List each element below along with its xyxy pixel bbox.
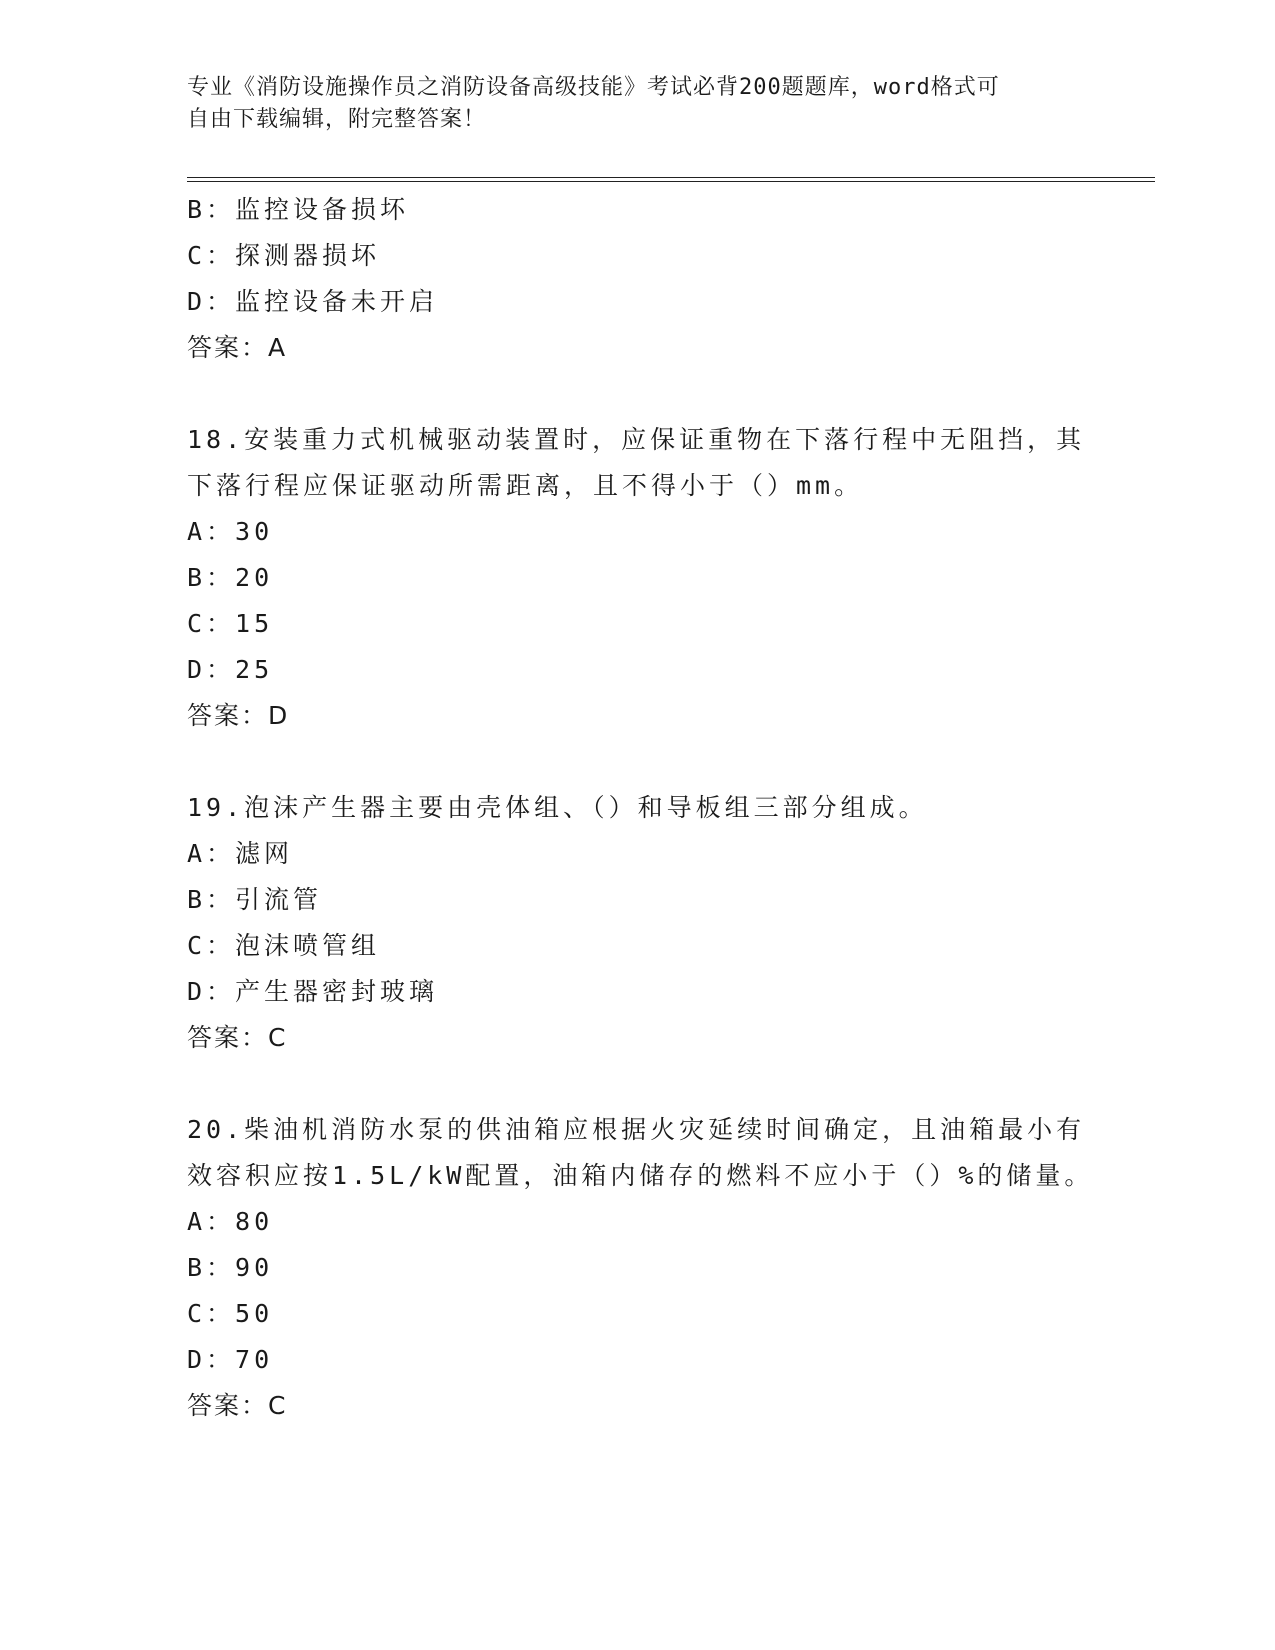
option-b: B：监控设备损坏 — [187, 195, 410, 224]
option-b: B：引流管 — [187, 885, 323, 914]
option-c: C：泡沫喷管组 — [187, 931, 381, 960]
question-list — [187, 187, 1094, 1475]
prev-question — [187, 187, 1087, 371]
answer-label: 答案： — [187, 1391, 269, 1420]
option-a: A：80 — [187, 1207, 274, 1236]
option-c: C：探测器损坏 — [187, 241, 381, 270]
option-d: D：25 — [187, 655, 274, 684]
question-19 — [187, 785, 1087, 1061]
option-b: B：20 — [187, 563, 274, 592]
option-d: D：70 — [187, 1345, 274, 1374]
answer-value: D — [268, 701, 290, 730]
question-text-line-1: 20.柴油机消防水泵的供油箱应根据火灾延续时间确定，且油箱最小有 — [187, 1115, 1086, 1144]
answer-line — [187, 325, 1087, 371]
option-d: D：监控设备未开启 — [187, 287, 439, 316]
answer-value: A — [268, 333, 288, 362]
answer-label: 答案： — [187, 1023, 269, 1052]
header-line-1: 专业《消防设施操作员之消防设备高级技能》考试必背200题题库，word格式可 — [187, 75, 1000, 100]
option-d: D：产生器密封玻璃 — [187, 977, 439, 1006]
answer-line — [187, 693, 1087, 739]
header-divider — [187, 177, 1155, 182]
answer-line — [187, 1383, 1087, 1429]
question-text-line-1: 18.安装重力式机械驱动装置时，应保证重物在下落行程中无阻挡，其 — [187, 425, 1086, 454]
answer-value: C — [268, 1023, 288, 1052]
option-c: C：50 — [187, 1299, 274, 1328]
header-line-2: 自由下载编辑，附完整答案！ — [187, 107, 487, 132]
question-20 — [187, 1107, 1094, 1429]
answer-value: C — [268, 1391, 288, 1420]
option-c: C：15 — [187, 609, 274, 638]
answer-line — [187, 1015, 1087, 1061]
question-text-line-2: 效容积应按1.5L/kW配置，油箱内储存的燃料不应小于（）%的储量。 — [187, 1161, 1094, 1190]
option-a: A：滤网 — [187, 839, 294, 868]
option-a: A：30 — [187, 517, 274, 546]
question-text-line-2: 下落行程应保证驱动所需距离，且不得小于（）mm。 — [187, 471, 864, 500]
question-18 — [187, 417, 1087, 739]
answer-label: 答案： — [187, 701, 269, 730]
document-header — [187, 72, 1087, 136]
option-b: B：90 — [187, 1253, 274, 1282]
question-text-line-1: 19.泡沫产生器主要由壳体组、（）和导板组三部分组成。 — [187, 793, 928, 822]
answer-label: 答案： — [187, 333, 269, 362]
